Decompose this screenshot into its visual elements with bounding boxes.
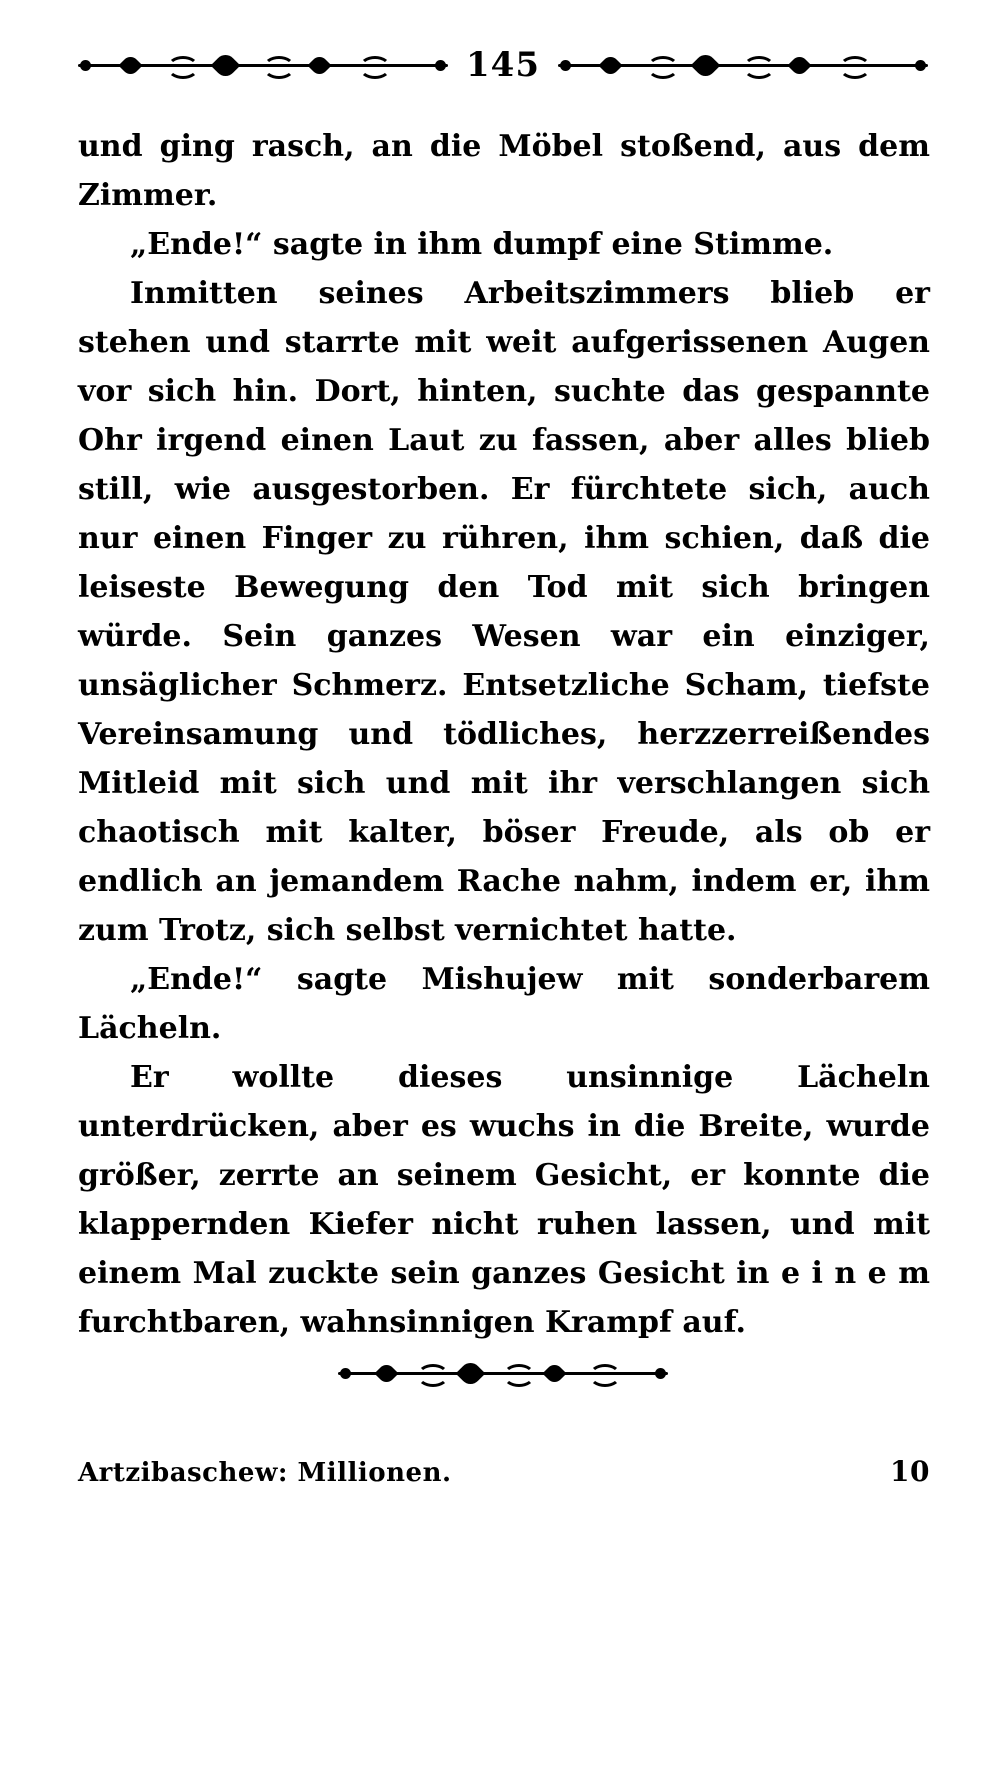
paragraph: Er wollte dieses unsinnige Lächeln unterdrücken, aber es wuchs in die Breite, wurde größer, zerrte an seinem Gesicht, er konnte die klappernden Kiefer nicht ruhen lassen, und mit einem Mal zuckte sein ganzes Gesicht in e i n e m furchtbaren, wahnsinnigen Krampf auf.	[78, 1060, 930, 1340]
page-header	[78, 40, 928, 90]
page-number: 145	[466, 45, 540, 85]
ornament-left-icon	[78, 55, 448, 75]
paragraph: „Ende!“ sagte Mishujew mit sonderbarem Lächeln.	[78, 962, 930, 1046]
page-body	[78, 122, 930, 1347]
ornament-footer-icon	[338, 1362, 668, 1384]
ornament-right-icon	[558, 55, 928, 75]
paragraph: Inmitten seines Arbeitszimmers blieb er stehen und starrte mit weit aufgerissenen Augen vor sich hin. Dort, hinten, suchte das gespannte Ohr irgend einen Laut zu fassen, aber alles blieb still, wie ausgestorben. Er fürchtete sich, auch nur einen Finger zu rühren, ihm schien, daß die leiseste Bewegung den Tod mit sich bringen würde. Sein ganzes Wesen war ein einziger, unsäglicher Schmerz. Entsetzliche Scham, tiefste Vereinsamung und tödliches, herzzerreißendes Mitleid mit sich und mit ihr verschlangen sich chaotisch mit kalter, böser Freude, als ob er endlich an jemandem Rache nahm, indem er, ihm zum Trotz, sich selbst vernichtet hatte.	[78, 276, 930, 948]
footer-sheet-number: 10	[890, 1455, 930, 1488]
paragraph: „Ende!“ sagte in ihm dumpf eine Stimme.	[130, 227, 834, 262]
footer-signature: Artzibaschew: Millionen.	[78, 1458, 452, 1488]
page-footer	[78, 1455, 930, 1488]
paragraph: und ging rasch, an die Möbel stoßend, aus dem Zimmer.	[78, 129, 930, 213]
